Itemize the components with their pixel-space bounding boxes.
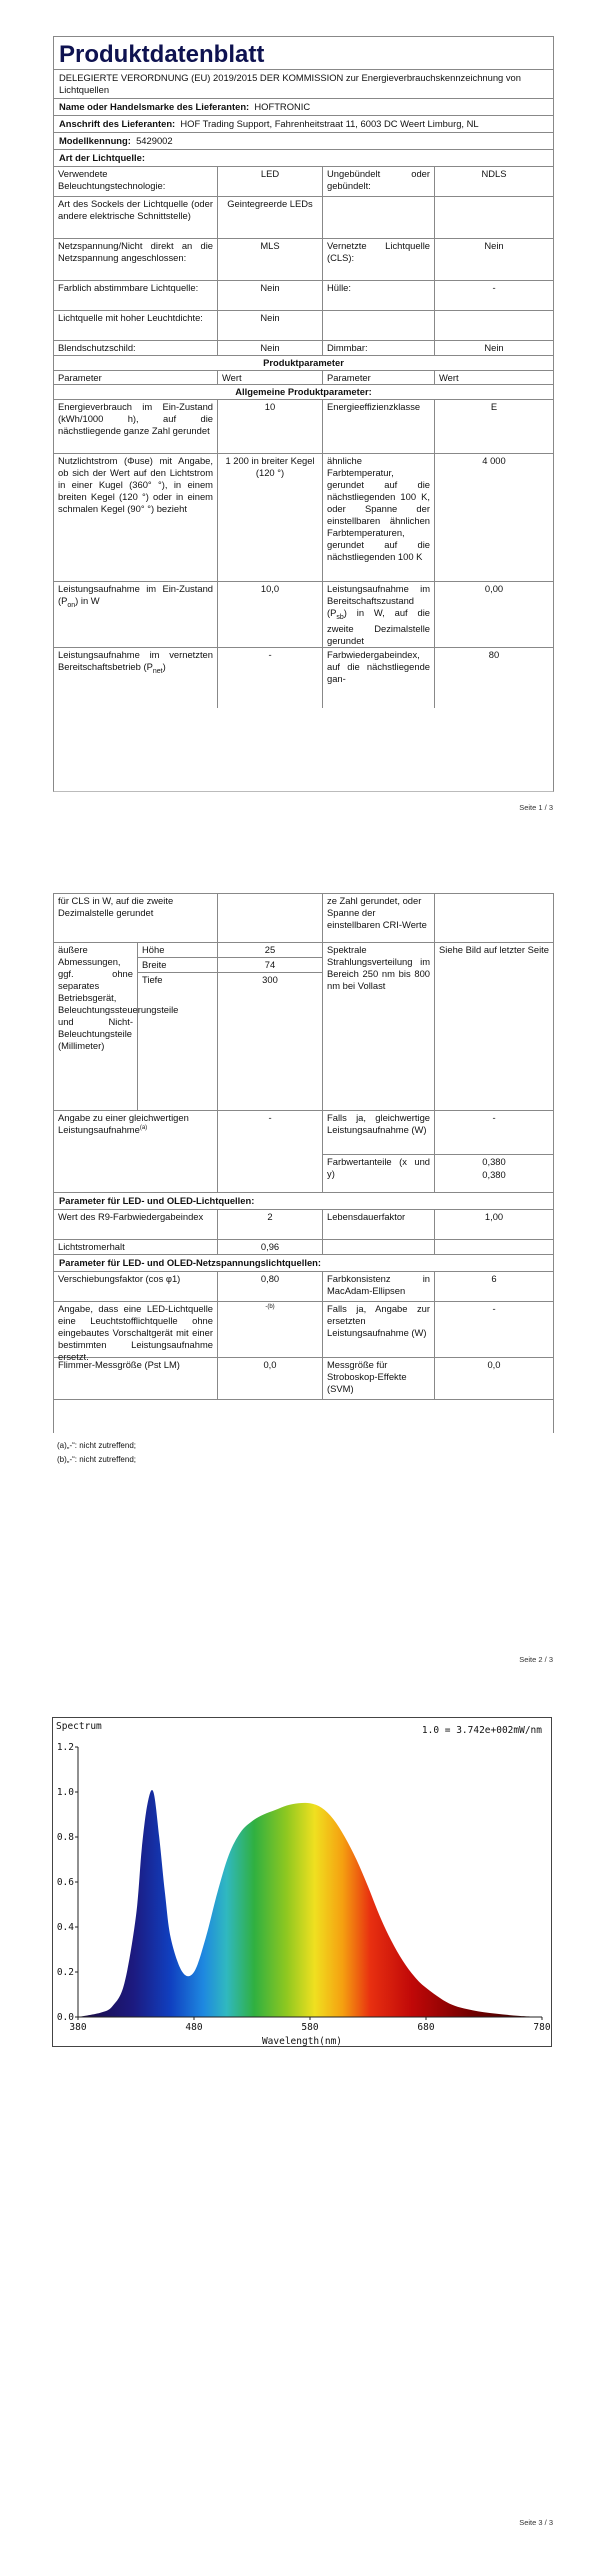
light-source-type-heading: Art der Lichtquelle: — [59, 151, 145, 163]
dimension-value: 25 — [218, 943, 322, 958]
param-label: Art des Sockels der Lichtquelle (oder andere elektrische Schnittstelle) — [54, 197, 218, 238]
param-label: Farbwiedergabeindex, auf die nächstliegende gan- — [323, 648, 435, 708]
table-row — [54, 1302, 553, 1362]
footnotes — [57, 1441, 136, 1469]
dimensions-label: äußere Abmessungen, ggf. ohne separates Betriebsgerät, Beleuchtungssteuerungsteile und Nicht-Beleuchtungsteile (Millimeter) — [54, 943, 138, 1110]
table-row — [54, 311, 553, 341]
param-label: Farbwertanteile (x und y) — [327, 1156, 430, 1179]
column-header: Parameter — [54, 371, 218, 385]
param-value: Nein — [218, 311, 323, 340]
param-value: 0,00 — [484, 583, 504, 595]
dimension-row — [138, 943, 217, 958]
dimension-value: 300 — [262, 973, 278, 985]
param-label: Spektrale Strahlungsverteilung im Bereich 250 nm bis 800 nm bei Vollast — [323, 943, 435, 1110]
mains-params-heading: Parameter für LED- und OLED-Netzspannungslichtquellen: — [59, 1256, 322, 1268]
param-label: Verwendete Beleuchtungstechnologie: — [54, 167, 218, 196]
param-label — [323, 1240, 435, 1254]
y-tick-label: 1.0 — [56, 1787, 74, 1798]
column-header: Parameter — [323, 371, 435, 385]
footnote-marker: (a) — [139, 1124, 148, 1131]
param-label — [323, 311, 435, 340]
param-value: LED — [218, 167, 323, 196]
y-tick-label: 0.2 — [56, 1967, 74, 1978]
param-value: 0,0 — [487, 1358, 501, 1370]
dimensions-cell — [54, 943, 218, 1110]
table-row — [54, 943, 553, 1111]
page-title: Produktdatenblatt — [54, 37, 553, 70]
x-tick-label: 580 — [301, 2022, 319, 2033]
supplier-address-value: HOF Trading Support, Fahrenheitstraat 11, 6003 DC Weert Limburg, NL — [180, 117, 479, 129]
table-row — [54, 197, 553, 239]
equiv-subcells — [323, 1111, 435, 1192]
param-label: Lichtstromerhalt — [54, 1240, 218, 1254]
param-label: Nutzlichtstrom (Φuse) mit Angabe, ob sich der Wert auf den Lichtstrom in einer Kugel (360° °), in einem breiten Kegel (120 °) oder in einem schmalen Kegel (90° °) bezieht — [54, 454, 218, 581]
param-value — [435, 311, 553, 340]
x-tick-label: 780 — [533, 2022, 551, 2033]
page-2 — [0, 893, 603, 1673]
table-row — [54, 341, 553, 356]
param-label: für CLS in W, auf die zweite Dezimalstelle gerundet — [54, 894, 218, 942]
dimensions-values — [218, 943, 323, 1110]
param-value: Nein — [218, 341, 323, 355]
table-row — [54, 1111, 553, 1193]
param-label: Farbkonsistenz in MacAdam-Ellipsen — [323, 1272, 435, 1301]
param-value: - — [492, 281, 496, 293]
table-row — [54, 281, 553, 311]
dimension-label: Breite — [142, 958, 167, 970]
supplier-address-row — [54, 116, 553, 132]
param-value: Siehe Bild auf letzter Seite — [439, 944, 549, 955]
param-label: Blendschutzschild: — [54, 341, 218, 355]
table-row — [54, 1240, 553, 1255]
param-value: 1,00 — [484, 1210, 504, 1222]
datasheet-table-part-2 — [53, 893, 554, 1433]
param-label: Leistungsaufnahme im vernetzten Bereitschaftsbetrieb $(P_{net})$ — [54, 648, 218, 708]
param-value: 6 — [491, 1272, 497, 1284]
table-row — [54, 167, 553, 197]
equiv-label-text: Angabe zu einer gleichwertigen Leistungsaufnahme — [58, 1112, 189, 1135]
param-value: - — [492, 1302, 496, 1314]
model-row — [54, 133, 553, 149]
dimension-row — [138, 973, 217, 987]
table-row — [54, 893, 553, 943]
dimension-label: Höhe — [142, 944, 165, 955]
param-label: Hülle: — [323, 281, 435, 310]
y-tick-label: 0.8 — [56, 1832, 74, 1843]
page-number: Seite 2 / 3 — [519, 1655, 553, 1664]
dimension-label: Tiefe — [142, 973, 163, 985]
param-value: Nein — [484, 239, 504, 251]
param-label: Leistungsaufnahme im Bereitschaftszustand $(P_{sb})$ in W, auf die zweite Dezimalstelle gerundet — [323, 582, 435, 647]
param-value: 10,0 — [218, 582, 323, 647]
param-value: 0,80 — [218, 1272, 323, 1301]
product-params-heading: Produktparameter — [263, 356, 344, 368]
param-label: Farblich abstimmbare Lichtquelle: — [54, 281, 218, 310]
x-tick-label: 380 — [69, 2022, 87, 2033]
param-label: Ungebündelt oder gebündelt: — [323, 167, 435, 196]
param-value — [435, 197, 553, 238]
param-label: Leistungsaufnahme im Ein-Zustand $(P_{on})$ in W — [54, 582, 218, 647]
regulation-text: DELEGIERTE VERORDNUNG (EU) 2019/2015 DER KOMMISSION zur Energieverbrauchskennzeichnung von Lichtquellen — [59, 72, 521, 95]
param-label: Messgröße für Stroboskop-Effekte (SVM) — [323, 1358, 435, 1399]
param-value: - — [218, 648, 323, 708]
param-label: Wert des R9-Farbwiedergabeindex — [54, 1210, 218, 1239]
datasheet-table-part-1 — [53, 36, 554, 792]
param-label: Falls ja, Angabe zur ersetzten Leistungsaufnahme (W) — [323, 1302, 435, 1357]
dimension-value: 74 — [218, 958, 322, 973]
param-label: Vernetzte Lichtquelle (CLS): — [323, 239, 435, 280]
page-1 — [0, 0, 603, 830]
param-value: 0,0 — [218, 1358, 323, 1399]
y-tick-label: 0.4 — [56, 1922, 74, 1933]
footnote-b: (b)„-“: nicht zutreffend; — [57, 1455, 136, 1465]
param-label: ähnliche Farbtemperatur, gerundet auf die nächstliegenden 100 K, oder Spanne der einstellbaren ähnlichen Farbtemperaturen, gerundet auf die nächstliegenden 100 K — [323, 454, 435, 581]
x-axis-label: Wavelength(nm) — [261, 2036, 343, 2047]
param-label: Dimmbar: — [323, 341, 435, 355]
table-row — [54, 239, 553, 281]
led-params-heading: Parameter für LED- und OLED-Lichtquellen: — [59, 1195, 255, 1206]
equiv-values — [435, 1111, 553, 1192]
param-value: 1 200 in breiter Kegel (120 °) — [218, 454, 323, 581]
param-label: Flimmer-Messgröße (Pst LM) — [54, 1358, 218, 1399]
model-value: 5429002 — [136, 134, 173, 146]
param-label: Verschiebungsfaktor (cos φ1) — [54, 1272, 218, 1301]
param-label: Netzspannung/Nicht direkt an die Netzspannung angeschlossen: — [54, 239, 218, 280]
y-tick-label: 0.6 — [56, 1877, 74, 1888]
supplier-name-label: Name oder Handelsmarke des Lieferanten: — [59, 100, 250, 112]
table-row — [54, 582, 553, 648]
chart-annotation: 1.0 = 3.742e+002mW/nm — [421, 1725, 542, 1736]
param-label — [54, 1111, 218, 1192]
param-value: -(b) — [218, 1302, 323, 1357]
table-row — [54, 1272, 553, 1302]
param-value: 80 — [488, 649, 500, 661]
dimensions-subtable — [138, 943, 217, 1110]
param-label: Energieeffizienzklasse — [323, 400, 435, 453]
param-label: Falls ja, gleichwertige Leistungsaufnahme (W) — [323, 1111, 434, 1155]
table-header-row — [54, 371, 553, 386]
footnote-a: (a)„-“: nicht zutreffend; — [57, 1441, 136, 1450]
param-value: 10 — [218, 400, 323, 453]
param-value: - — [218, 1111, 323, 1192]
supplier-address-label: Anschrift des Lieferanten: — [59, 117, 176, 129]
spectrum-chart — [52, 1717, 552, 2047]
param-value: 4 000 — [482, 455, 506, 467]
table-row — [54, 1210, 553, 1240]
param-value: 0,96 — [218, 1240, 323, 1254]
param-label: ze Zahl gerundet, oder Spanne der einstellbaren CRI-Werte — [323, 894, 435, 942]
param-label: Energieverbrauch im Ein-Zustand (kWh/1000 h), auf die nächstliegende ganze Zahl gerundet — [54, 400, 218, 453]
x-tick-label: 480 — [185, 2022, 203, 2033]
y-tick-label: 1.2 — [56, 1742, 74, 1753]
param-label — [323, 197, 435, 238]
param-label: Angabe, dass eine LED-Lichtquelle eine Leuchtstofflichtquelle ohne eingebautes Vorschaltgerät mit einer bestimmten Leistungsaufnahme ersetzt. — [54, 1302, 218, 1357]
param-value — [218, 894, 323, 942]
page-number: Seite 3 / 3 — [519, 2518, 553, 2527]
model-label: Modellkennung: — [59, 134, 131, 146]
general-params-heading: Allgemeine Produktparameter: — [235, 386, 372, 398]
param-label: Lebensdauerfaktor — [323, 1210, 435, 1239]
param-value: Nein — [218, 281, 323, 310]
table-row — [54, 454, 553, 582]
param-value: Nein — [484, 341, 504, 353]
param-value — [435, 894, 553, 942]
supplier-name-row — [54, 99, 553, 115]
column-header: Wert — [439, 371, 459, 383]
param-value — [435, 1240, 553, 1254]
param-value: MLS — [218, 239, 323, 280]
chart-title: Spectrum — [56, 1721, 102, 1732]
table-row — [54, 400, 553, 454]
y-tick-label: 0.0 — [56, 2012, 74, 2023]
table-row — [54, 1358, 553, 1400]
chromaticity-y: 0,380 — [482, 1168, 506, 1180]
table-row — [54, 648, 553, 708]
param-value: - — [435, 1111, 553, 1155]
chromaticity-x: 0,380 — [482, 1156, 506, 1167]
param-value: E — [490, 401, 498, 413]
param-value: 2 — [218, 1210, 323, 1239]
param-value: Geintegreerde LEDs — [218, 197, 323, 238]
supplier-name-value: HOFTRONIC — [254, 100, 311, 112]
param-value: NDLS — [481, 167, 507, 179]
dimension-row — [138, 958, 217, 973]
param-label: Lichtquelle mit hoher Leuchtdichte: — [54, 311, 218, 340]
x-tick-label: 680 — [417, 2022, 435, 2033]
column-header: Wert — [218, 371, 323, 385]
page-number: Seite 1 / 3 — [519, 803, 553, 812]
